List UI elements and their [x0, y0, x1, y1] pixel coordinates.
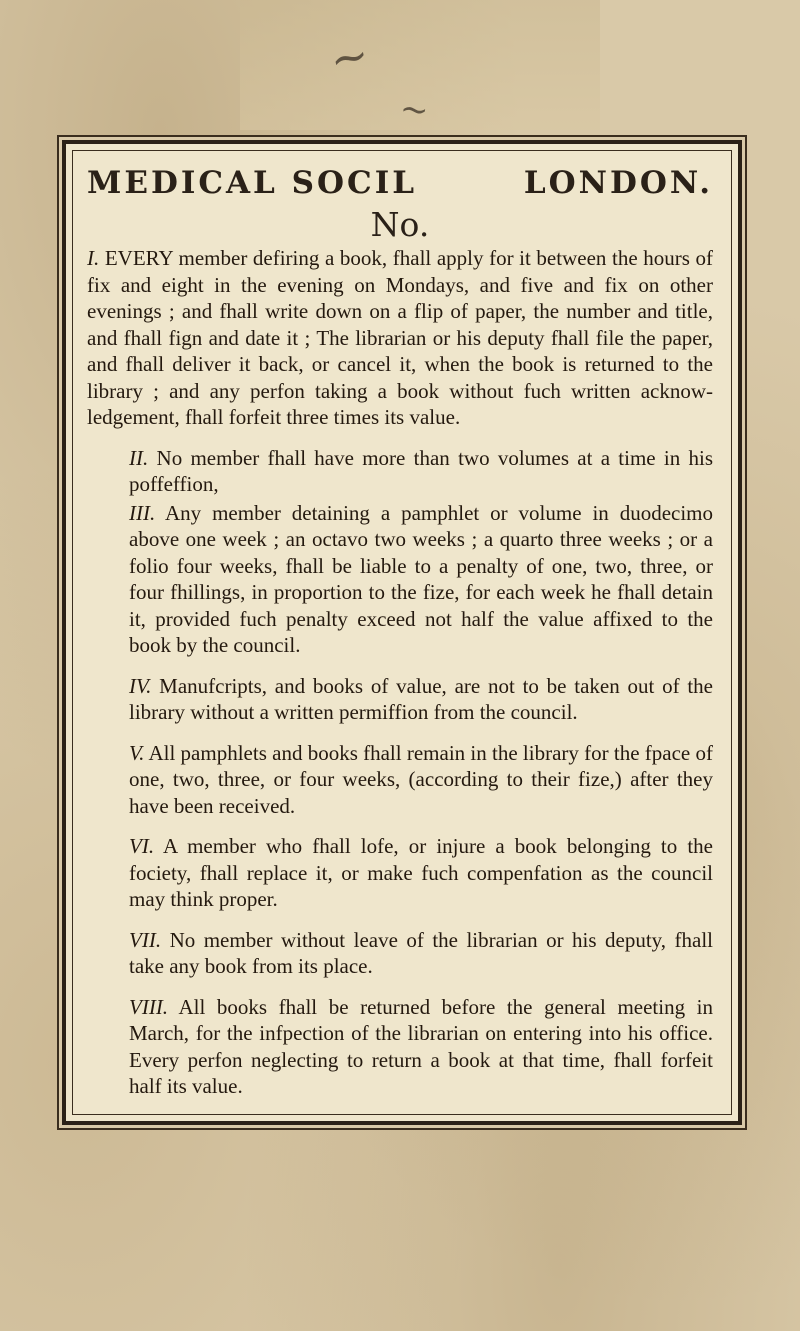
rule-vii — [87, 927, 713, 980]
rule-vi — [87, 833, 713, 913]
rule-ii — [87, 445, 713, 498]
label-header — [87, 165, 713, 201]
rule-v — [87, 740, 713, 820]
rule-number: VII. — [129, 927, 162, 952]
bookplate-content — [72, 150, 732, 1115]
rule-number: VIII. — [129, 994, 169, 1019]
rule-text: No member without leave of the librarian or his deputy, fhall take any book from its place. — [129, 927, 714, 978]
handwritten-scrawl: ~ — [324, 26, 374, 88]
rule-text: A member who fhall lofe, or injure a book belonging to the fociety, fhall replace it, or make fuch compenfation as the council may think proper. — [129, 834, 713, 911]
rule-text: All pamphlets and books fhall remain in the library for the fpace of one, two, three, or four weeks, (according to their fize,) after they have been received. — [129, 740, 713, 818]
rule-i — [87, 245, 713, 431]
bookplate-label — [62, 140, 742, 1125]
number-field: No. — [370, 205, 430, 244]
rule-number: IV. — [129, 673, 152, 698]
rule-number: III. — [129, 500, 156, 525]
society-name: MEDICAL SOCIL — [87, 165, 418, 201]
rule-viii — [87, 994, 713, 1100]
rule-number: I. — [87, 246, 100, 270]
rule-text: Any member detaining a pamphlet or volume in duodecimo above one week ; an octavo two weeks ; a quarto three weeks ; or a folio four weeks, fhall be liable to a penalty of one, two, three, or four fhillings, in proportion to the fize, for each week he fhall detain it, provided fuch penalty exceed not half the value affixed to the book by the council. — [129, 500, 713, 657]
city-name: LONDON. — [523, 165, 713, 201]
rule-text: All books fhall be returned before the general meeting in March, for the infpection of the librarian on entering into his office. Every perfon neglecting to return a book at that time, fhall forfeit half its value. — [129, 994, 713, 1098]
rule-text: No member fhall have more than two volumes at a time in his poffeffion, — [129, 445, 714, 496]
handwritten-scrawl: ~ — [397, 88, 432, 132]
rule-number: II. — [129, 445, 149, 470]
rule-text: EVERY member defiring a book, fhall apply for it between the hours of fix and eight in the evening on Mondays, and five and fix on other evenings ; and fhall write down on a flip of paper, the number and title, and fhall fign and date it ; The librarian or his deputy fhall file the paper, and fhall deliver it back, or cancel it, when the book is returned to the library ; and any perfon taking a book without fuch written acknowledgement, fhall forfeit three times its value. — [87, 246, 714, 429]
rule-number: V. — [129, 740, 145, 765]
rule-number: VI. — [129, 834, 155, 858]
rule-iii — [87, 500, 713, 659]
rule-iv — [87, 673, 713, 726]
rule-text: Manufcripts, and books of value, are not to be taken out of the library without a written permiffion from the council. — [129, 673, 714, 724]
